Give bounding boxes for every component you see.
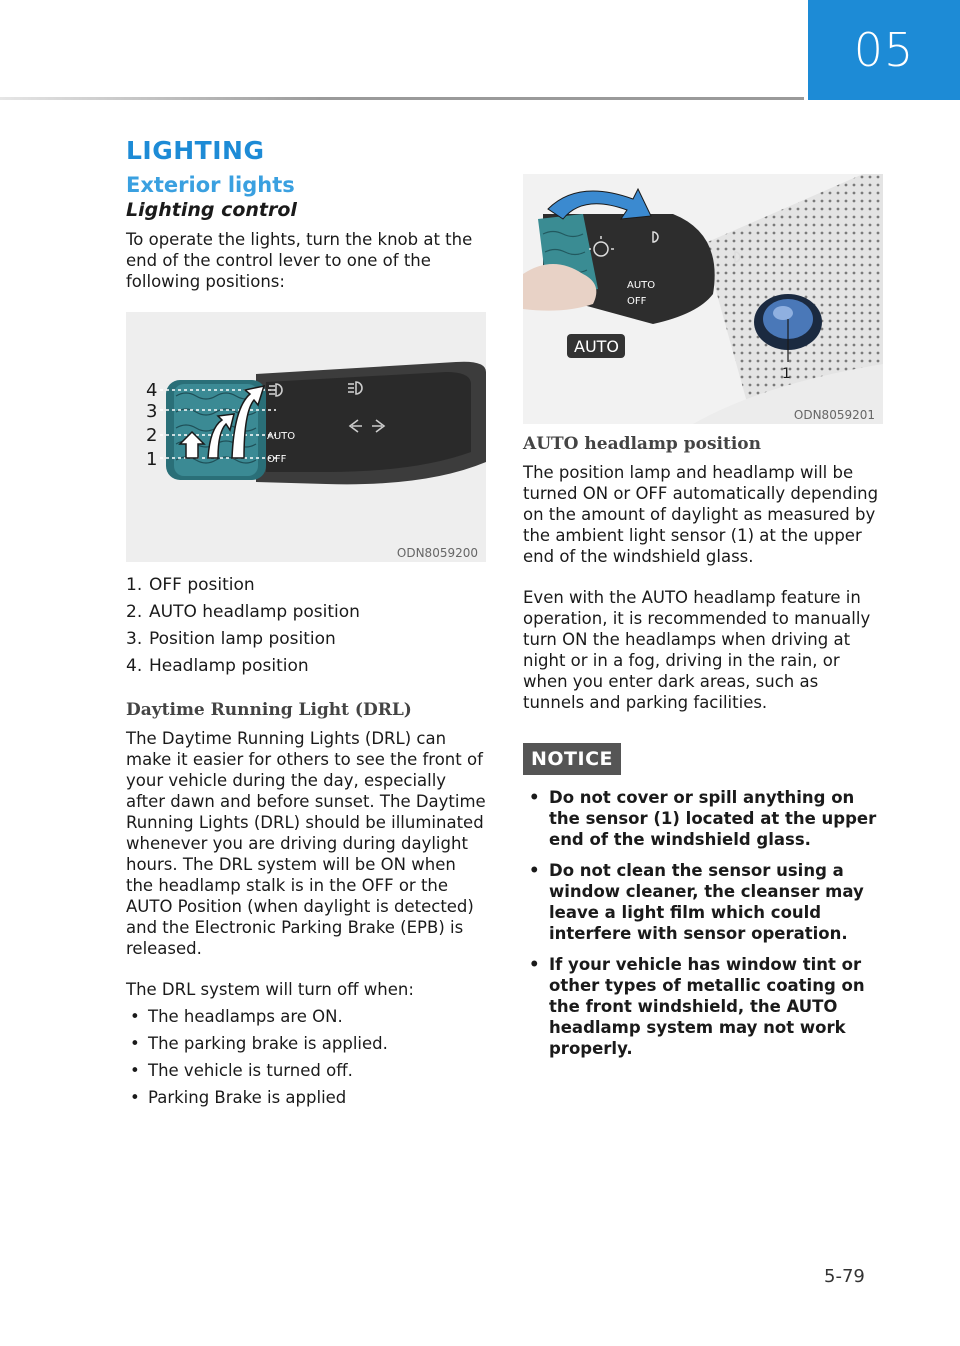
notice-badge: NOTICE (523, 743, 621, 775)
sensor-illustration (523, 174, 883, 424)
fig1-marker-2: 2 (146, 425, 158, 446)
intro-paragraph: To operate the lights, turn the knob at the end of the control lever to one of the following positions: (126, 230, 473, 291)
list-item: 2. AUTO headlamp position (126, 602, 360, 622)
fig1-marker-1: 1 (146, 449, 158, 470)
figure-code: ODN8059201 (793, 408, 875, 422)
header-rule (0, 97, 804, 100)
chapter-tab (808, 0, 960, 100)
lever-figure (126, 312, 486, 562)
list-item: • Do not cover or spill anything on the sensor (1) located at the upper end of the windshield glass. (523, 787, 883, 850)
fig1-label-auto: AUTO (267, 431, 296, 442)
lever-illustration (126, 312, 486, 562)
list-item: • The parking brake is applied. (126, 1033, 486, 1054)
fig2-label-off: OFF (627, 296, 647, 307)
fig1-marker-3: 3 (146, 401, 158, 422)
sensor-marker: 1 (782, 366, 791, 382)
fig2-label-auto: AUTO (627, 280, 656, 291)
position-list (126, 572, 486, 680)
drl-paragraph: The Daytime Running Lights (DRL) can make it easier for others to see the front of your vehicle during the day, especially after dawn and before sunset. The Daytime Running Lights (DRL) should be illuminated whenever you are driving during daylight hours. The DRL system will be ON when the headlamp stalk is in the OFF or the AUTO Position (when daylight is detected) and the Electronic Parking Brake (EPB) is released. (126, 729, 486, 958)
section-title: LIGHTING (126, 136, 265, 165)
lighting-control-title: Lighting control (126, 199, 297, 221)
auto-callout: AUTO (574, 337, 620, 356)
auto-paragraph-2: Even with the AUTO headlamp feature in operation, it is recommended to manually turn ON the headlamps when driving at night or in a fog, driving in the rain, or when you enter dark areas, such as tunnels and parking facilities. (523, 588, 871, 712)
list-item: • If your vehicle has window tint or other types of metallic coating on the front windshield, the AUTO headlamp system may not work properly. (523, 954, 883, 1059)
figure-code: ODN8059200 (396, 546, 478, 560)
right-column (523, 174, 883, 1069)
list-item: • Parking Brake is applied (126, 1087, 486, 1108)
drl-heading: Daytime Running Light (DRL) (126, 700, 412, 720)
list-item: 3. Position lamp position (126, 629, 336, 649)
drl-off-list (126, 1006, 486, 1108)
notice-list (523, 787, 883, 1059)
left-column (126, 136, 486, 1114)
list-item: • Do not clean the sensor using a window cleaner, the cleanser may leave a light film which could interfere with sensor operation. (523, 860, 883, 944)
list-item: • The vehicle is turned off. (126, 1060, 486, 1081)
auto-paragraph-1: The position lamp and headlamp will be turned ON or OFF automatically depending on the amount of daylight as measured by the ambient light sensor (1) at the upper end of the windshield glass. (523, 463, 879, 566)
chapter-number: 05 (853, 23, 915, 77)
list-item: • The headlamps are ON. (126, 1006, 486, 1027)
drl-off-intro: The DRL system will turn off when: (126, 980, 414, 999)
fig1-label-off: OFF (267, 454, 287, 465)
list-item: 1. OFF position (126, 575, 255, 595)
page-number: 5-79 (824, 1266, 865, 1287)
subsection-title: Exterior lights (126, 173, 295, 197)
auto-heading: AUTO headlamp position (523, 434, 761, 454)
list-item: 4. Headlamp position (126, 656, 309, 676)
fig1-marker-4: 4 (146, 380, 158, 401)
sensor-figure (523, 174, 883, 424)
